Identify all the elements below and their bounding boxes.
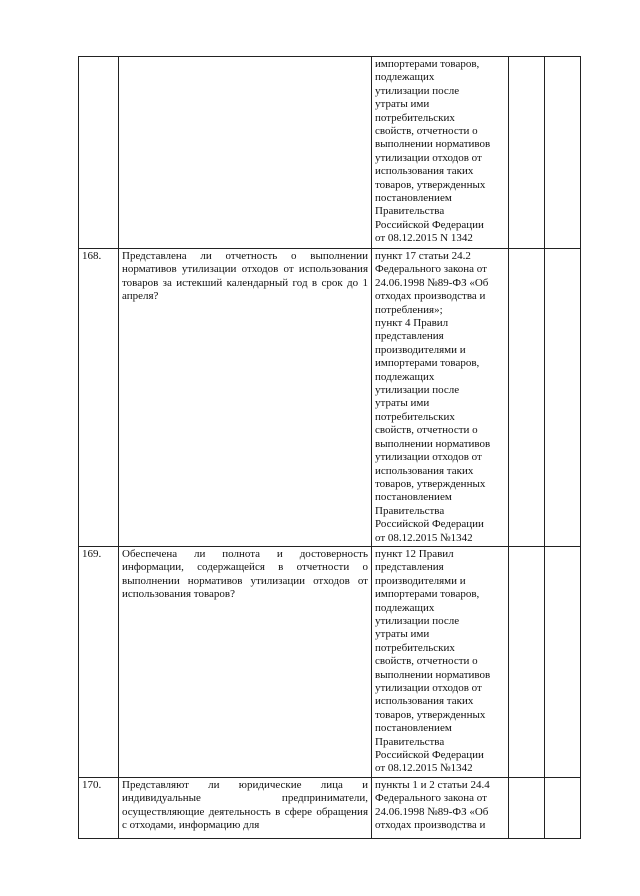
row-reference: пункт 12 Правил представления производителями и импортерами товаров, подлежащих утилизации после утраты ими потребительских свойств, отчетности о выполнении нормативов утилизации отходов от использования таких товаров, утвержденных постановлением Правительства Российской Федерации от 08.12.2015 №1342 [372,546,509,777]
row-question: Представляют ли юридические лица и индивидуальные предприниматели, осуществляющие деятельность в сфере обращения с отходами, информацию для [119,777,372,838]
table-row [79,546,581,777]
table-row [79,777,581,838]
row-question [119,57,372,249]
row-question: Обеспечена ли полнота и достоверность информации, содержащейся в отчетности о выполнении нормативов утилизации отходов от использования товаров? [119,546,372,777]
row-answer-cell [509,57,545,249]
row-question: Представлена ли отчетность о выполнении нормативов утилизации отходов от использования товаров за истекший календарный год в срок до 1 апреля? [119,249,372,547]
requirements-table [78,56,581,839]
row-answer-cell [509,546,545,777]
row-number: 169. [79,546,119,777]
row-note-cell [545,546,581,777]
row-note-cell [545,777,581,838]
table-row [79,57,581,249]
row-number: 168. [79,249,119,547]
row-reference: импортерами товаров, подлежащих утилизации после утраты ими потребительских свойств, отчетности о выполнении нормативов утилизации отходов от использования таких товаров, утвержденных постановлением Правительства Российской Федерации от 08.12.2015 N 1342 [372,57,509,249]
row-number: 170. [79,777,119,838]
row-answer-cell [509,777,545,838]
row-note-cell [545,57,581,249]
row-note-cell [545,249,581,547]
row-reference: пункты 1 и 2 статьи 24.4 Федерального закона от 24.06.1998 №89-ФЗ «Об отходах производства и [372,777,509,838]
row-number [79,57,119,249]
table-row [79,249,581,547]
row-answer-cell [509,249,545,547]
row-reference: пункт 17 статьи 24.2 Федерального закона от 24.06.1998 №89-ФЗ «Об отходах производства и потребления»; пункт 4 Правил представления производителями и импортерами товаров, подлежащих утилизации после утраты ими потребительских свойств, отчетности о выполнении нормативов утилизации отходов от использования таких товаров, утвержденных постановлением Правительства Российской Федерации от 08.12.2015 №1342 [372,249,509,547]
